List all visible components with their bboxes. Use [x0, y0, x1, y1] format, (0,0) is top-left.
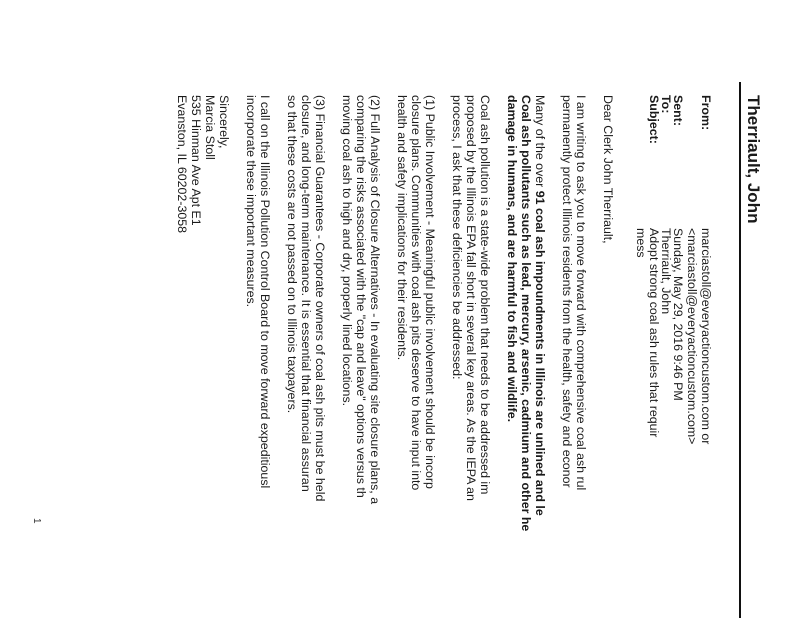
paragraph-line: Coal ash pollution is a state-wide problem that needs to be addressed im — [478, 95, 492, 495]
paragraph-line: incorporate these important measures. — [244, 95, 258, 308]
paragraph-line: (1) Public Involvement - Meaningful public involvement should be incorp — [423, 95, 437, 489]
address-line: Evanston, IL 60202-3058 — [175, 95, 189, 234]
paragraph-impoundments — [505, 95, 547, 531]
to-label: To: — [659, 95, 673, 114]
paragraph-call-to-action — [244, 95, 272, 488]
address-line: 535 Hinman Ave Apt E1 — [189, 95, 203, 226]
subject-label: Subject: — [647, 95, 661, 144]
bold-text-run: 91 coal ash impoundments in Illinois are unlined and le — [533, 190, 547, 516]
sent-label: Sent: — [671, 95, 685, 126]
paragraph-statewide — [450, 95, 492, 501]
to-value: Therriault, John — [659, 228, 673, 315]
paragraph-line: I call on the Illinois Pollution Control Board to move forward expeditiousl — [258, 95, 272, 489]
paragraph-line: so that these costs are not passed on to Illinois taxpayers. — [285, 95, 299, 414]
paragraph-line: process, I ask that these deficiencies be addressed: — [450, 95, 464, 380]
paragraph-line: permanently protect Illinois residents from the health, safety and econor — [560, 95, 574, 488]
subject-value-line-1: Adopt strong coal ash rules that requir — [647, 228, 661, 438]
paragraph-public-involvement — [395, 95, 437, 490]
paragraph-closure-alternatives — [340, 95, 382, 504]
text-run: Many of the over — [533, 95, 547, 191]
from-label: From: — [699, 95, 713, 131]
title-rule — [739, 82, 741, 618]
from-value-line-1: marciastoll@everyactioncustom.com or — [699, 228, 713, 445]
paragraph-request — [560, 95, 588, 490]
paragraph-line: Coal ash pollutants such as lead, mercury, arsenic, cadmium and other he — [519, 95, 533, 532]
paragraph-financial-guarantees — [285, 95, 327, 501]
valediction: Sincerely, — [217, 95, 231, 149]
paragraph-line: (2) Full Analysis of Closure Alternatives - In evaluating site closure plans, a — [368, 95, 382, 505]
paragraph-line: (3) Financial Guarantees - Corporate owners of coal ash pits must be held — [313, 95, 327, 502]
paragraph-line: I am writing to ask you to move forward with comprehensive coal ash rul — [574, 95, 588, 491]
sent-value: Sunday, May 29, 2016 9:46 PM — [671, 228, 685, 401]
page-number: 1 — [31, 518, 42, 524]
document-title: Therriault, John — [744, 95, 763, 224]
paragraph-line: health and safety implications for their residents. — [395, 95, 409, 361]
signature-block — [175, 95, 231, 233]
paragraph-line: proposed by the Illinois EPA fall short in several key areas. As the IEPA an — [464, 95, 478, 501]
from-value-line-2: <marciastoll@everyactioncustom.com> — [685, 228, 699, 445]
paragraph-line: damage in humans, and are harmful to fish and wildlife. — [505, 95, 519, 423]
signer-name: Marcia Stoll — [203, 95, 217, 160]
subject-value-line-2: mess — [634, 228, 648, 258]
paragraph-line: moving coal ash to high and dry, properly lined locations. — [340, 95, 354, 407]
paragraph-line: closure, and long-term maintenance. It is essential that financial assuran — [299, 95, 313, 492]
salutation: Dear Clerk John Therriault, — [601, 95, 615, 244]
paragraph-line: comparing the risks associated with the "cap and leave" options versus th — [354, 95, 368, 498]
paragraph-line — [533, 95, 547, 531]
paragraph-line: closure plans. Communities with coal ash pits deserve to have input into — [409, 95, 423, 491]
